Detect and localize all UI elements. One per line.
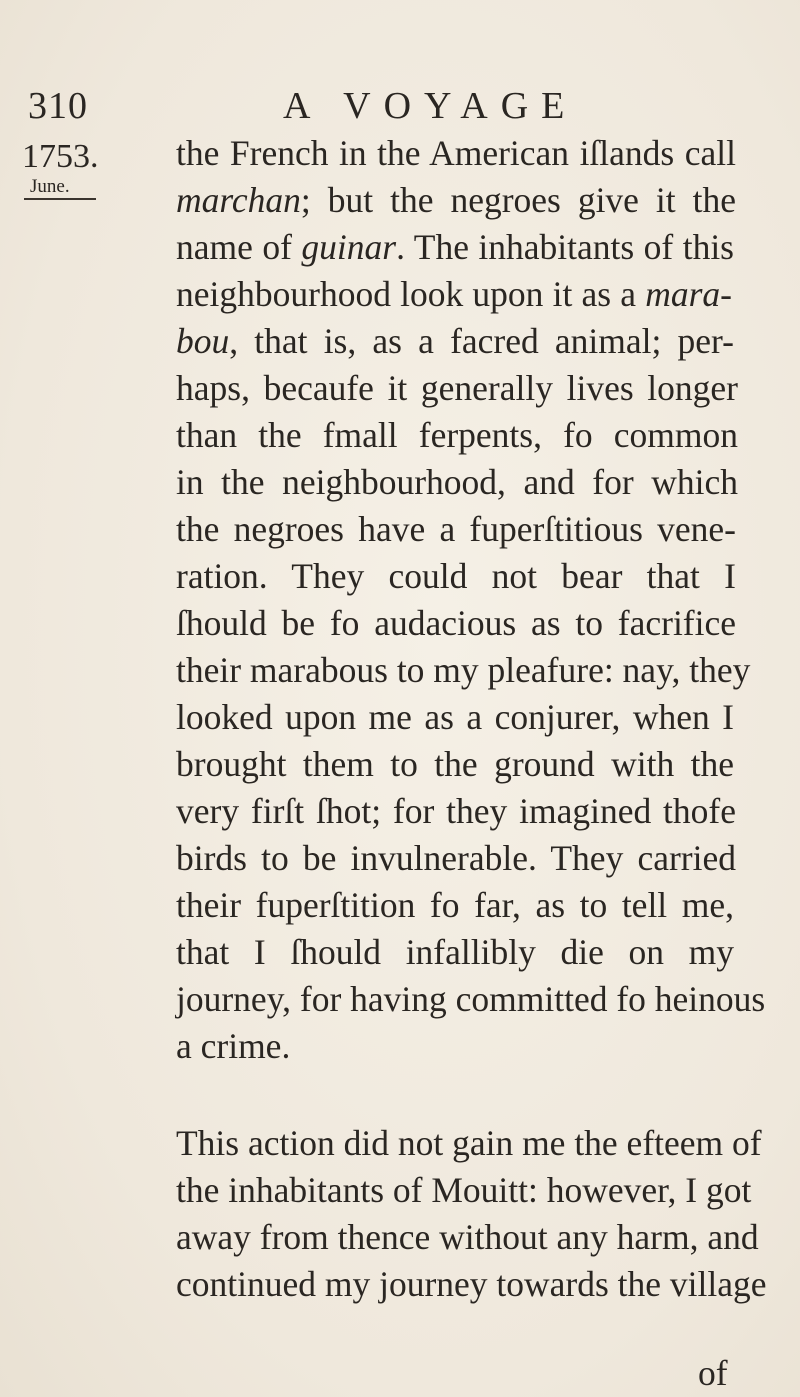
text-line: a crime. xyxy=(176,1026,291,1066)
text-line: neighbourhood look upon it as a mara- xyxy=(176,274,732,314)
text-line: the negroes have a fuperſtitious vene- xyxy=(176,509,736,549)
text-line: looked upon me as a conjurer, when I xyxy=(176,697,734,737)
running-title: A VOYAGE xyxy=(283,85,578,127)
text-line: haps, becaufe it generally lives longer xyxy=(176,368,738,408)
page-number: 310 xyxy=(28,85,88,127)
text-line: continued my journey towards the village xyxy=(176,1264,767,1304)
text-line: name of guinar. The inhabitants of this xyxy=(176,227,735,267)
text-line: in the neighbourhood, and for which xyxy=(176,462,738,502)
text-line: the French in the American iſlands call xyxy=(176,133,736,173)
text-line: their marabous to my pleafure: nay, they xyxy=(176,650,751,690)
text-line: that I ſhould infallibly die on my xyxy=(176,932,734,972)
text-line: brought them to the ground with the xyxy=(176,744,734,784)
margin-divider xyxy=(24,198,96,200)
text-line: their fuperſtition fo far, as to tell me, xyxy=(176,885,734,925)
margin-year: 1753. xyxy=(22,138,99,175)
catchword: of xyxy=(698,1353,728,1393)
text-line: journey, for having committed fo heinous xyxy=(176,979,766,1019)
text-line: than the fmall ferpents, fo common xyxy=(176,415,738,455)
text-line: ſhould be fo audacious as to facrifice xyxy=(176,603,736,643)
text-line: away from thence without any harm, and xyxy=(176,1217,759,1257)
text-line: very firſt ſhot; for they imagined thofe xyxy=(176,791,736,831)
text-line: marchan; but the negroes give it the xyxy=(176,180,736,220)
margin-month: June. xyxy=(30,176,70,197)
text-line: This action did not gain me the efteem of xyxy=(176,1123,762,1163)
text-line: bou, that is, as a facred animal; per- xyxy=(176,321,734,361)
text-line: the inhabitants of Mouitt: however, I got xyxy=(176,1170,752,1210)
text-line: ration. They could not bear that I xyxy=(176,556,736,596)
text-line: birds to be invulnerable. They carried xyxy=(176,838,736,878)
